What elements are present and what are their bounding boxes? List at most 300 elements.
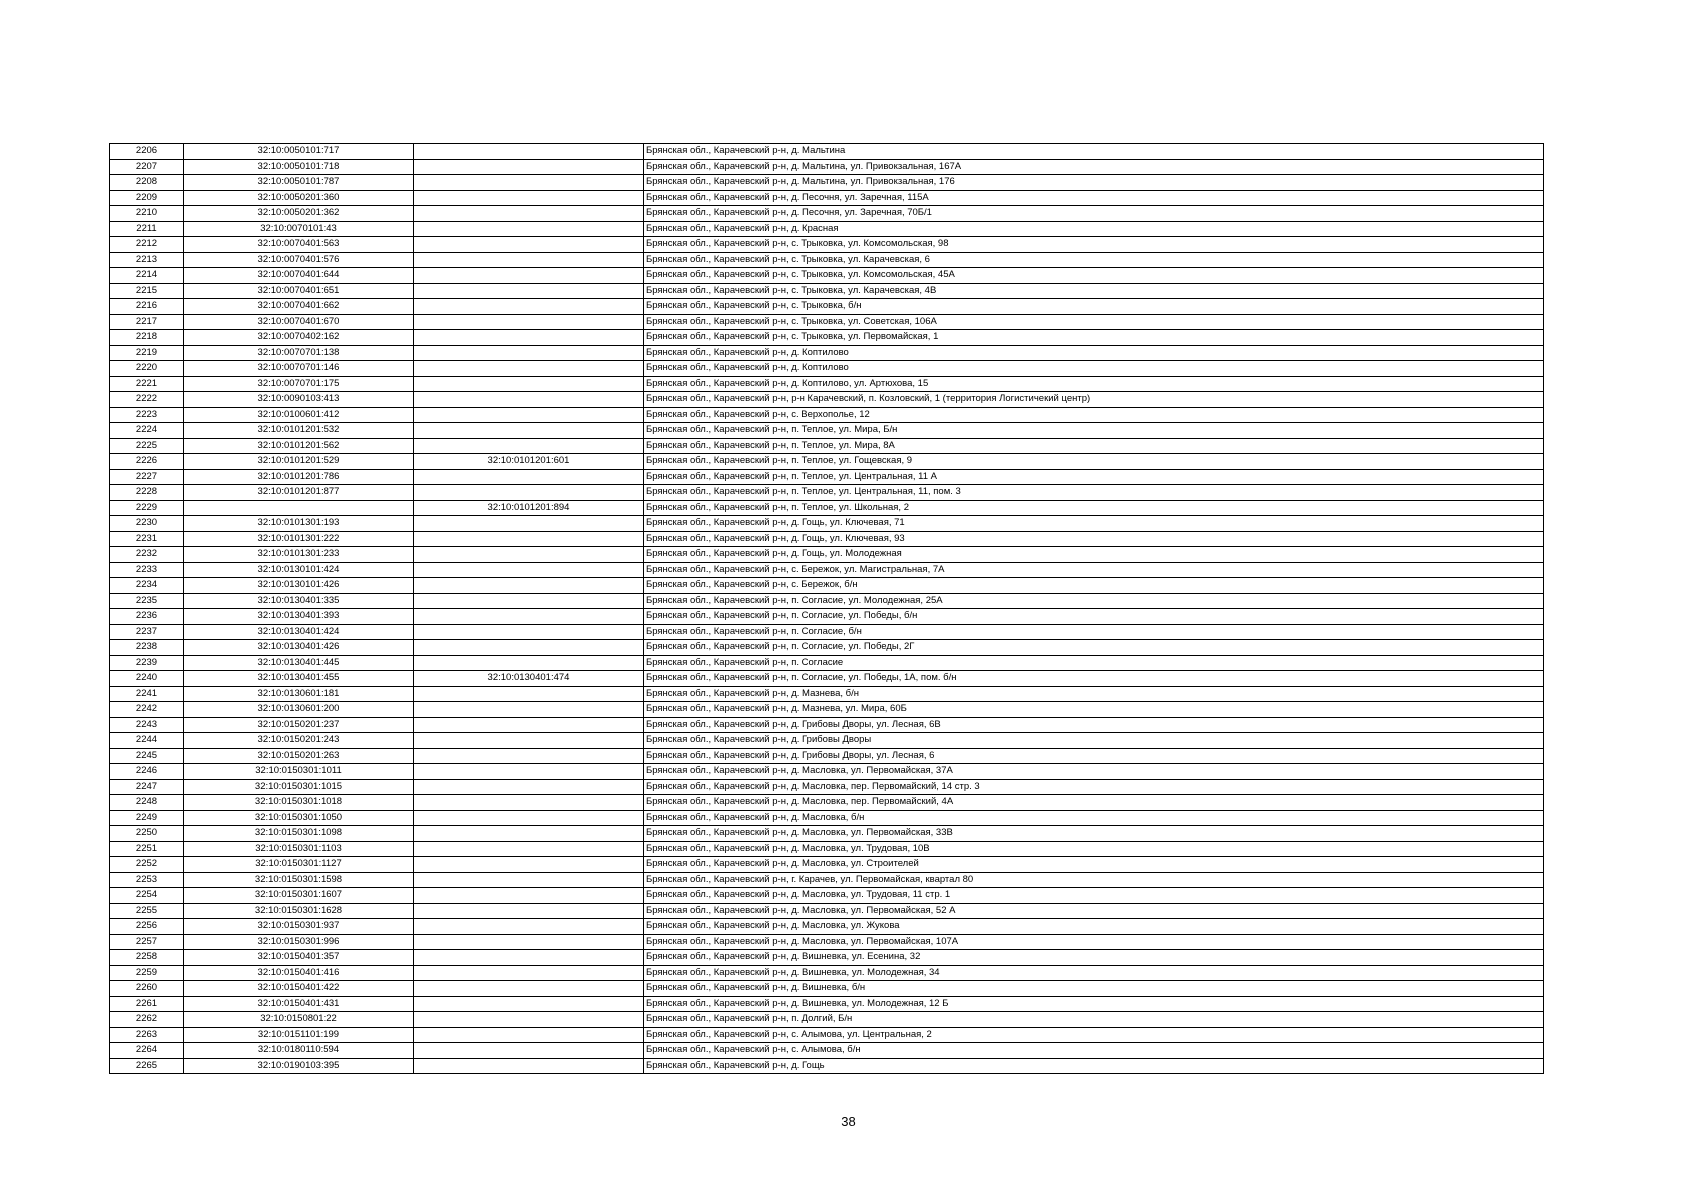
address-cell: Брянская обл., Карачевский р-н, д. Вишневка, б/н xyxy=(644,981,1544,997)
cadastral-number-cell: 32:10:0050201:360 xyxy=(184,190,414,206)
row-number-cell: 2216 xyxy=(110,299,184,315)
related-cadastral-number-cell xyxy=(414,407,644,423)
row-number-cell: 2254 xyxy=(110,888,184,904)
row-number-cell: 2209 xyxy=(110,190,184,206)
row-number-cell: 2262 xyxy=(110,1012,184,1028)
row-number-cell: 2256 xyxy=(110,919,184,935)
address-cell: Брянская обл., Карачевский р-н, д. Масловка, ул. Жукова xyxy=(644,919,1544,935)
table-row xyxy=(110,748,1544,764)
row-number-cell: 2235 xyxy=(110,593,184,609)
address-cell: Брянская обл., Карачевский р-н, п. Согласие, б/н xyxy=(644,624,1544,640)
table-row xyxy=(110,547,1544,563)
related-cadastral-number-cell xyxy=(414,516,644,532)
address-cell: Брянская обл., Карачевский р-н, с. Алымова, б/н xyxy=(644,1043,1544,1059)
row-number-cell: 2212 xyxy=(110,237,184,253)
row-number-cell: 2217 xyxy=(110,314,184,330)
cadastral-number-cell: 32:10:0070401:651 xyxy=(184,283,414,299)
row-number-cell: 2243 xyxy=(110,717,184,733)
cadastral-number-cell: 32:10:0130401:424 xyxy=(184,624,414,640)
table-row xyxy=(110,640,1544,656)
related-cadastral-number-cell xyxy=(414,268,644,284)
row-number-cell: 2245 xyxy=(110,748,184,764)
address-cell: Брянская обл., Карачевский р-н, п. Согласие, ул. Победы, 1А, пом. б/н xyxy=(644,671,1544,687)
related-cadastral-number-cell xyxy=(414,314,644,330)
cadastral-number-cell: 32:10:0070701:138 xyxy=(184,345,414,361)
address-cell: Брянская обл., Карачевский р-н, д. Гощь xyxy=(644,1058,1544,1074)
cadastral-number-cell: 32:10:0070401:576 xyxy=(184,252,414,268)
address-cell: Брянская обл., Карачевский р-н, с. Алымова, ул. Центральная, 2 xyxy=(644,1027,1544,1043)
cadastral-number-cell: 32:10:0150401:422 xyxy=(184,981,414,997)
related-cadastral-number-cell xyxy=(414,562,644,578)
address-cell: Брянская обл., Карачевский р-н, п. Согласие, ул. Победы, 2Г xyxy=(644,640,1544,656)
related-cadastral-number-cell xyxy=(414,779,644,795)
row-number-cell: 2226 xyxy=(110,454,184,470)
related-cadastral-number-cell xyxy=(414,376,644,392)
related-cadastral-number-cell xyxy=(414,795,644,811)
cadastral-number-cell: 32:10:0050101:787 xyxy=(184,175,414,191)
row-number-cell: 2264 xyxy=(110,1043,184,1059)
address-cell: Брянская обл., Карачевский р-н, п. Долгий, Б/н xyxy=(644,1012,1544,1028)
table-row xyxy=(110,624,1544,640)
table-row xyxy=(110,578,1544,594)
cadastral-number-cell: 32:10:0070401:644 xyxy=(184,268,414,284)
address-cell: Брянская обл., Карачевский р-н, д. Вишневка, ул. Молодежная, 12 Б xyxy=(644,996,1544,1012)
cadastral-number-cell: 32:10:0101301:222 xyxy=(184,531,414,547)
cadastral-number-cell: 32:10:0101201:877 xyxy=(184,485,414,501)
row-number-cell: 2233 xyxy=(110,562,184,578)
cadastral-number-cell: 32:10:0150301:1127 xyxy=(184,857,414,873)
row-number-cell: 2241 xyxy=(110,686,184,702)
related-cadastral-number-cell xyxy=(414,857,644,873)
row-number-cell: 2244 xyxy=(110,733,184,749)
related-cadastral-number-cell xyxy=(414,903,644,919)
related-cadastral-number-cell: 32:10:0101201:601 xyxy=(414,454,644,470)
cadastral-number-cell: 32:10:0150201:237 xyxy=(184,717,414,733)
cadastral-number-cell: 32:10:0070401:662 xyxy=(184,299,414,315)
table-row xyxy=(110,655,1544,671)
related-cadastral-number-cell xyxy=(414,624,644,640)
address-cell: Брянская обл., Карачевский р-н, с. Трыковка, б/н xyxy=(644,299,1544,315)
cadastral-number-cell: 32:10:0150301:1011 xyxy=(184,764,414,780)
related-cadastral-number-cell xyxy=(414,965,644,981)
cadastral-number-cell: 32:10:0101201:532 xyxy=(184,423,414,439)
row-number-cell: 2210 xyxy=(110,206,184,222)
row-number-cell: 2215 xyxy=(110,283,184,299)
cadastral-number-cell: 32:10:0070401:670 xyxy=(184,314,414,330)
address-cell: Брянская обл., Карачевский р-н, д. Мальтина, ул. Привокзальная, 167А xyxy=(644,159,1544,175)
table-row xyxy=(110,702,1544,718)
related-cadastral-number-cell xyxy=(414,237,644,253)
row-number-cell: 2260 xyxy=(110,981,184,997)
address-cell: Брянская обл., Карачевский р-н, д. Коптилово xyxy=(644,345,1544,361)
address-cell: Брянская обл., Карачевский р-н, п. Теплое, ул. Мира, Б/н xyxy=(644,423,1544,439)
address-cell: Брянская обл., Карачевский р-н, п. Теплое, ул. Школьная, 2 xyxy=(644,500,1544,516)
table-row xyxy=(110,252,1544,268)
cadastral-number-cell: 32:10:0101301:233 xyxy=(184,547,414,563)
row-number-cell: 2228 xyxy=(110,485,184,501)
cadastral-number-cell: 32:10:0150401:431 xyxy=(184,996,414,1012)
row-number-cell: 2251 xyxy=(110,841,184,857)
cadastral-number-cell: 32:10:0101201:786 xyxy=(184,469,414,485)
cadastral-number-cell: 32:10:0070401:563 xyxy=(184,237,414,253)
table-row xyxy=(110,485,1544,501)
row-number-cell: 2229 xyxy=(110,500,184,516)
address-cell: Брянская обл., Карачевский р-н, д. Мазнева, б/н xyxy=(644,686,1544,702)
table-row xyxy=(110,469,1544,485)
cadastral-number-cell: 32:10:0130401:393 xyxy=(184,609,414,625)
table-row xyxy=(110,175,1544,191)
address-cell: Брянская обл., Карачевский р-н, д. Масловка, ул. Первомайская, 52 А xyxy=(644,903,1544,919)
row-number-cell: 2253 xyxy=(110,872,184,888)
address-cell: Брянская обл., Карачевский р-н, д. Мальтина, ул. Привокзальная, 176 xyxy=(644,175,1544,191)
cadastral-number-cell: 32:10:0130101:424 xyxy=(184,562,414,578)
row-number-cell: 2250 xyxy=(110,826,184,842)
cadastral-number-cell xyxy=(184,500,414,516)
cadastral-number-cell: 32:10:0050101:717 xyxy=(184,144,414,160)
related-cadastral-number-cell xyxy=(414,717,644,733)
table-row xyxy=(110,872,1544,888)
address-cell: Брянская обл., Карачевский р-н, д. Гощь, ул. Ключевая, 71 xyxy=(644,516,1544,532)
related-cadastral-number-cell xyxy=(414,206,644,222)
related-cadastral-number-cell xyxy=(414,1043,644,1059)
cadastral-number-cell: 32:10:0150201:263 xyxy=(184,748,414,764)
address-cell: Брянская обл., Карачевский р-н, с. Трыковка, ул. Комсомольская, 45А xyxy=(644,268,1544,284)
address-cell: Брянская обл., Карачевский р-н, д. Масловка, ул. Трудовая, 10В xyxy=(644,841,1544,857)
row-number-cell: 2237 xyxy=(110,624,184,640)
address-cell: Брянская обл., Карачевский р-н, д. Песочня, ул. Заречная, 70Б/1 xyxy=(644,206,1544,222)
row-number-cell: 2265 xyxy=(110,1058,184,1074)
table-row xyxy=(110,1058,1544,1074)
related-cadastral-number-cell xyxy=(414,1012,644,1028)
row-number-cell: 2259 xyxy=(110,965,184,981)
address-cell: Брянская обл., Карачевский р-н, д. Масловка, ул. Первомайская, 37А xyxy=(644,764,1544,780)
cadastral-number-cell: 32:10:0130101:426 xyxy=(184,578,414,594)
cadastral-number-cell: 32:10:0150301:1098 xyxy=(184,826,414,842)
address-cell: Брянская обл., Карачевский р-н, п. Теплое, ул. Мира, 8А xyxy=(644,438,1544,454)
row-number-cell: 2227 xyxy=(110,469,184,485)
related-cadastral-number-cell xyxy=(414,934,644,950)
address-cell: Брянская обл., Карачевский р-н, д. Песочня, ул. Заречная, 115А xyxy=(644,190,1544,206)
row-number-cell: 2242 xyxy=(110,702,184,718)
address-cell: Брянская обл., Карачевский р-н, с. Трыковка, ул. Первомайская, 1 xyxy=(644,330,1544,346)
address-cell: Брянская обл., Карачевский р-н, п. Теплое, ул. Центральная, 11 А xyxy=(644,469,1544,485)
address-cell: Брянская обл., Карачевский р-н, с. Бережок, ул. Магистральная, 7А xyxy=(644,562,1544,578)
table-row xyxy=(110,423,1544,439)
row-number-cell: 2214 xyxy=(110,268,184,284)
table-row xyxy=(110,314,1544,330)
related-cadastral-number-cell xyxy=(414,330,644,346)
related-cadastral-number-cell xyxy=(414,283,644,299)
row-number-cell: 2231 xyxy=(110,531,184,547)
cadastral-number-cell: 32:10:0050201:362 xyxy=(184,206,414,222)
table-row xyxy=(110,717,1544,733)
table-row xyxy=(110,826,1544,842)
related-cadastral-number-cell xyxy=(414,655,644,671)
address-cell: Брянская обл., Карачевский р-н, д. Красная xyxy=(644,221,1544,237)
address-cell: Брянская обл., Карачевский р-н, д. Гощь, ул. Ключевая, 93 xyxy=(644,531,1544,547)
table-row xyxy=(110,779,1544,795)
related-cadastral-number-cell xyxy=(414,996,644,1012)
table-row xyxy=(110,361,1544,377)
cadastral-number-cell: 32:10:0130401:455 xyxy=(184,671,414,687)
related-cadastral-number-cell: 32:10:0130401:474 xyxy=(414,671,644,687)
row-number-cell: 2220 xyxy=(110,361,184,377)
address-cell: Брянская обл., Карачевский р-н, д. Масловка, ул. Первомайская, 107А xyxy=(644,934,1544,950)
row-number-cell: 2236 xyxy=(110,609,184,625)
related-cadastral-number-cell xyxy=(414,345,644,361)
cadastral-number-cell: 32:10:0130401:335 xyxy=(184,593,414,609)
related-cadastral-number-cell xyxy=(414,485,644,501)
table-row xyxy=(110,934,1544,950)
cadastral-number-cell: 32:10:0130601:181 xyxy=(184,686,414,702)
row-number-cell: 2261 xyxy=(110,996,184,1012)
address-cell: Брянская обл., Карачевский р-н, д. Мальтина xyxy=(644,144,1544,160)
address-cell: Брянская обл., Карачевский р-н, п. Согласие, ул. Молодежная, 25А xyxy=(644,593,1544,609)
table-row xyxy=(110,888,1544,904)
cadastral-number-cell: 32:10:0150301:937 xyxy=(184,919,414,935)
address-cell: Брянская обл., Карачевский р-н, д. Грибовы Дворы, ул. Лесная, 6 xyxy=(644,748,1544,764)
table-row xyxy=(110,950,1544,966)
related-cadastral-number-cell xyxy=(414,361,644,377)
cadastral-number-cell: 32:10:0150301:1598 xyxy=(184,872,414,888)
table-row xyxy=(110,330,1544,346)
table-row xyxy=(110,500,1544,516)
table-row xyxy=(110,144,1544,160)
row-number-cell: 2223 xyxy=(110,407,184,423)
related-cadastral-number-cell xyxy=(414,593,644,609)
address-cell: Брянская обл., Карачевский р-н, д. Вишневка, ул. Есенина, 32 xyxy=(644,950,1544,966)
related-cadastral-number-cell xyxy=(414,299,644,315)
table-row xyxy=(110,283,1544,299)
table-row xyxy=(110,159,1544,175)
row-number-cell: 2221 xyxy=(110,376,184,392)
address-cell: Брянская обл., Карачевский р-н, с. Трыковка, ул. Карачевская, 6 xyxy=(644,252,1544,268)
address-cell: Брянская обл., Карачевский р-н, д. Вишневка, ул. Молодежная, 34 xyxy=(644,965,1544,981)
cadastral-number-cell: 32:10:0150301:1628 xyxy=(184,903,414,919)
related-cadastral-number-cell xyxy=(414,733,644,749)
row-number-cell: 2238 xyxy=(110,640,184,656)
table-row xyxy=(110,686,1544,702)
row-number-cell: 2249 xyxy=(110,810,184,826)
cadastral-number-cell: 32:10:0070101:43 xyxy=(184,221,414,237)
related-cadastral-number-cell xyxy=(414,981,644,997)
cadastral-number-cell: 32:10:0070701:146 xyxy=(184,361,414,377)
cadastral-number-cell: 32:10:0100601:412 xyxy=(184,407,414,423)
table-row xyxy=(110,206,1544,222)
address-cell: Брянская обл., Карачевский р-н, п. Теплое, ул. Гощевская, 9 xyxy=(644,454,1544,470)
related-cadastral-number-cell xyxy=(414,578,644,594)
property-registry-table xyxy=(109,143,1544,1074)
row-number-cell: 2206 xyxy=(110,144,184,160)
related-cadastral-number-cell xyxy=(414,175,644,191)
address-cell: Брянская обл., Карачевский р-н, д. Масловка, пер. Первомайский, 14 стр. 3 xyxy=(644,779,1544,795)
related-cadastral-number-cell xyxy=(414,252,644,268)
table-row xyxy=(110,392,1544,408)
related-cadastral-number-cell xyxy=(414,702,644,718)
related-cadastral-number-cell xyxy=(414,810,644,826)
row-number-cell: 2211 xyxy=(110,221,184,237)
related-cadastral-number-cell xyxy=(414,888,644,904)
related-cadastral-number-cell: 32:10:0101201:894 xyxy=(414,500,644,516)
related-cadastral-number-cell xyxy=(414,640,644,656)
related-cadastral-number-cell xyxy=(414,872,644,888)
related-cadastral-number-cell xyxy=(414,221,644,237)
address-cell: Брянская обл., Карачевский р-н, д. Грибовы Дворы, ул. Лесная, 6В xyxy=(644,717,1544,733)
related-cadastral-number-cell xyxy=(414,826,644,842)
address-cell: Брянская обл., Карачевский р-н, д. Коптилово xyxy=(644,361,1544,377)
address-cell: Брянская обл., Карачевский р-н, п. Согласие xyxy=(644,655,1544,671)
table-row xyxy=(110,454,1544,470)
related-cadastral-number-cell xyxy=(414,609,644,625)
cadastral-number-cell: 32:10:0150301:1050 xyxy=(184,810,414,826)
cadastral-number-cell: 32:10:0151101:199 xyxy=(184,1027,414,1043)
row-number-cell: 2232 xyxy=(110,547,184,563)
address-cell: Брянская обл., Карачевский р-н, с. Верхополье, 12 xyxy=(644,407,1544,423)
table-row xyxy=(110,671,1544,687)
related-cadastral-number-cell xyxy=(414,748,644,764)
row-number-cell: 2230 xyxy=(110,516,184,532)
related-cadastral-number-cell xyxy=(414,686,644,702)
row-number-cell: 2247 xyxy=(110,779,184,795)
cadastral-number-cell: 32:10:0090103:413 xyxy=(184,392,414,408)
table-row xyxy=(110,965,1544,981)
address-cell: Брянская обл., Карачевский р-н, р-н Карачевский, п. Козловский, 1 (территория Логистичекий центр) xyxy=(644,392,1544,408)
related-cadastral-number-cell xyxy=(414,190,644,206)
cadastral-number-cell: 32:10:0150301:1607 xyxy=(184,888,414,904)
row-number-cell: 2224 xyxy=(110,423,184,439)
cadastral-number-cell: 32:10:0190103:395 xyxy=(184,1058,414,1074)
related-cadastral-number-cell xyxy=(414,438,644,454)
related-cadastral-number-cell xyxy=(414,469,644,485)
table-row xyxy=(110,345,1544,361)
row-number-cell: 2252 xyxy=(110,857,184,873)
table-row xyxy=(110,903,1544,919)
cadastral-number-cell: 32:10:0070701:175 xyxy=(184,376,414,392)
cadastral-number-cell: 32:10:0050101:718 xyxy=(184,159,414,175)
cadastral-number-cell: 32:10:0130401:426 xyxy=(184,640,414,656)
table-row xyxy=(110,1027,1544,1043)
table-row xyxy=(110,376,1544,392)
related-cadastral-number-cell xyxy=(414,531,644,547)
address-cell: Брянская обл., Карачевский р-н, д. Мазнева, ул. Мира, 60Б xyxy=(644,702,1544,718)
cadastral-number-cell: 32:10:0150301:1103 xyxy=(184,841,414,857)
table-row xyxy=(110,268,1544,284)
row-number-cell: 2225 xyxy=(110,438,184,454)
table-row xyxy=(110,795,1544,811)
address-cell: Брянская обл., Карачевский р-н, с. Трыковка, ул. Комсомольская, 98 xyxy=(644,237,1544,253)
table-row xyxy=(110,190,1544,206)
address-cell: Брянская обл., Карачевский р-н, с. Трыковка, ул. Карачевская, 4В xyxy=(644,283,1544,299)
related-cadastral-number-cell xyxy=(414,144,644,160)
table-row xyxy=(110,516,1544,532)
row-number-cell: 2234 xyxy=(110,578,184,594)
cadastral-number-cell: 32:10:0150301:1015 xyxy=(184,779,414,795)
related-cadastral-number-cell xyxy=(414,841,644,857)
address-cell: Брянская обл., Карачевский р-н, с. Бережок, б/н xyxy=(644,578,1544,594)
row-number-cell: 2239 xyxy=(110,655,184,671)
table-row xyxy=(110,237,1544,253)
related-cadastral-number-cell xyxy=(414,392,644,408)
registry-table-body xyxy=(110,144,1544,1074)
address-cell: Брянская обл., Карачевский р-н, д. Масловка, ул. Строителей xyxy=(644,857,1544,873)
row-number-cell: 2218 xyxy=(110,330,184,346)
table-row xyxy=(110,1043,1544,1059)
table-row xyxy=(110,981,1544,997)
row-number-cell: 2208 xyxy=(110,175,184,191)
cadastral-number-cell: 32:10:0130401:445 xyxy=(184,655,414,671)
cadastral-number-cell: 32:10:0150201:243 xyxy=(184,733,414,749)
row-number-cell: 2222 xyxy=(110,392,184,408)
cadastral-number-cell: 32:10:0101201:562 xyxy=(184,438,414,454)
cadastral-number-cell: 32:10:0180110:594 xyxy=(184,1043,414,1059)
related-cadastral-number-cell xyxy=(414,950,644,966)
address-cell: Брянская обл., Карачевский р-н, с. Трыковка, ул. Советская, 106А xyxy=(644,314,1544,330)
table-row xyxy=(110,1012,1544,1028)
related-cadastral-number-cell xyxy=(414,1058,644,1074)
table-row xyxy=(110,733,1544,749)
row-number-cell: 2255 xyxy=(110,903,184,919)
table-row xyxy=(110,299,1544,315)
table-row xyxy=(110,810,1544,826)
row-number-cell: 2248 xyxy=(110,795,184,811)
row-number-cell: 2219 xyxy=(110,345,184,361)
related-cadastral-number-cell xyxy=(414,547,644,563)
cadastral-number-cell: 32:10:0150401:357 xyxy=(184,950,414,966)
row-number-cell: 2207 xyxy=(110,159,184,175)
cadastral-number-cell: 32:10:0150301:996 xyxy=(184,934,414,950)
address-cell: Брянская обл., Карачевский р-н, д. Масловка, ул. Трудовая, 11 стр. 1 xyxy=(644,888,1544,904)
cadastral-number-cell: 32:10:0101301:193 xyxy=(184,516,414,532)
address-cell: Брянская обл., Карачевский р-н, д. Грибовы Дворы xyxy=(644,733,1544,749)
table-row xyxy=(110,609,1544,625)
table-row xyxy=(110,562,1544,578)
table-row xyxy=(110,919,1544,935)
table-row xyxy=(110,407,1544,423)
table-row xyxy=(110,221,1544,237)
row-number-cell: 2258 xyxy=(110,950,184,966)
cadastral-number-cell: 32:10:0101201:529 xyxy=(184,454,414,470)
cadastral-number-cell: 32:10:0150301:1018 xyxy=(184,795,414,811)
related-cadastral-number-cell xyxy=(414,764,644,780)
document-sheet xyxy=(109,143,1543,1074)
table-row xyxy=(110,857,1544,873)
row-number-cell: 2263 xyxy=(110,1027,184,1043)
cadastral-number-cell: 32:10:0150801:22 xyxy=(184,1012,414,1028)
page-number: 38 xyxy=(841,1114,856,1129)
table-row xyxy=(110,841,1544,857)
cadastral-number-cell: 32:10:0130601:200 xyxy=(184,702,414,718)
related-cadastral-number-cell xyxy=(414,159,644,175)
related-cadastral-number-cell xyxy=(414,423,644,439)
address-cell: Брянская обл., Карачевский р-н, д. Гощь, ул. Молодежная xyxy=(644,547,1544,563)
row-number-cell: 2257 xyxy=(110,934,184,950)
table-row xyxy=(110,593,1544,609)
cadastral-number-cell: 32:10:0070402:162 xyxy=(184,330,414,346)
address-cell: Брянская обл., Карачевский р-н, д. Коптилово, ул. Артюхова, 15 xyxy=(644,376,1544,392)
address-cell: Брянская обл., Карачевский р-н, п. Согласие, ул. Победы, б/н xyxy=(644,609,1544,625)
table-row xyxy=(110,996,1544,1012)
table-row xyxy=(110,764,1544,780)
address-cell: Брянская обл., Карачевский р-н, д. Масловка, пер. Первомайский, 4А xyxy=(644,795,1544,811)
address-cell: Брянская обл., Карачевский р-н, п. Теплое, ул. Центральная, 11, пом. 3 xyxy=(644,485,1544,501)
row-number-cell: 2240 xyxy=(110,671,184,687)
related-cadastral-number-cell xyxy=(414,919,644,935)
address-cell: Брянская обл., Карачевский р-н, д. Масловка, б/н xyxy=(644,810,1544,826)
table-row xyxy=(110,531,1544,547)
cadastral-number-cell: 32:10:0150401:416 xyxy=(184,965,414,981)
address-cell: Брянская обл., Карачевский р-н, г. Карачев, ул. Первомайская, квартал 80 xyxy=(644,872,1544,888)
row-number-cell: 2213 xyxy=(110,252,184,268)
